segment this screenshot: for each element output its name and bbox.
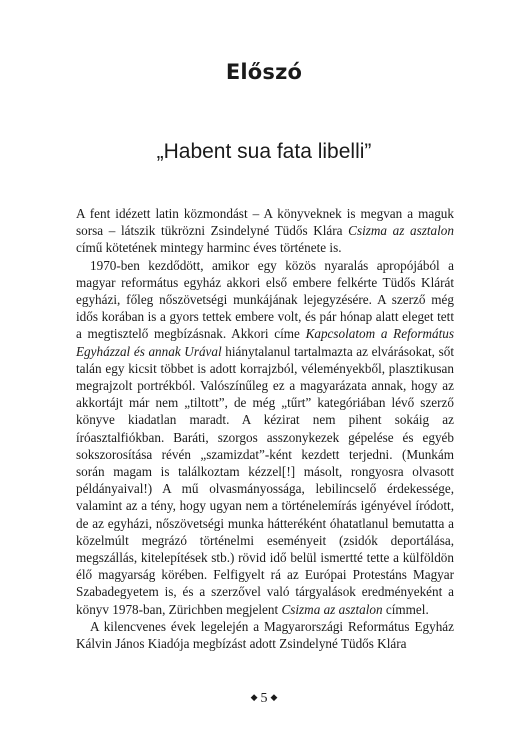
- italic-title: Csizma az asztalon: [348, 223, 454, 239]
- paragraph-1: [76, 205, 454, 257]
- text-run: A kilencvenes évek legelején a Magyarországi Református Egyház Kálvin János Kiadója megbízást adott Zsindelyné Tüdős Klára: [76, 618, 454, 652]
- text-run: című kötetének mintegy harminc éves története is.: [76, 240, 342, 256]
- chapter-heading: Előszó: [225, 60, 303, 84]
- page-folio: [0, 691, 528, 707]
- body-text: [76, 205, 454, 652]
- page-number: 5: [260, 691, 268, 706]
- italic-title: Csizma az asztalon: [281, 601, 383, 617]
- epigraph-quote: „Habent sua fata libelli”: [156, 140, 372, 163]
- folio-ornament-right: ◆: [270, 692, 278, 702]
- text-run: címmel.: [382, 601, 429, 617]
- paragraph-2: [76, 257, 454, 618]
- italic-title: Kapcsolatom a Református Egyházzal és annak Urával: [76, 326, 454, 359]
- text-run: A fent idézett latin közmondást – A könyveknek is megvan a maguk sorsa – látszik tükrözni Zsindelyné Tüdős Klára: [76, 206, 454, 239]
- folio-ornament-left: ◆: [250, 692, 258, 702]
- text-run: hiánytalanul tartalmazta az elvárásokat, sőt talán egy kicsit többet is adott korrajzból, véleményekből, plasztikusan megrajzolt portrékból. Valószínűleg ez a magyarázata annak, hogy az akkortájt már nem „tiltott”, de még „tűrt” kategóriában lévő szerző könyve kiadatlan maradt. A kézirat nem pihent sokáig az íróasztalfiókban. Baráti, szorgos asszonykezek gépelése és egyéb sokszorosítása révén „szamizdat”-ként kezdett terjedni. (Munkám során magam is találkoztam kézzel[!] másolt, rongyosra olvasott példányaival!) A mű olvasmányossága, lebilincselő érdekessége, valamint az a tény, hogy ugyan nem a történelemírás igényével íródott, de az egyházi, nőszövetségi munka hátteréként óhatatlanul bemutatta a közelmúlt megrázó történelmi eseményeit (zsidók deportálása, megszállás, kitelepítések stb.) rövid idő belül ismertté tette a külföldön élő magyarság körében. Felfigyelt rá az Európai Protestáns Magyar Szabadegyetem is, és a szerzővel való tárgyalások eredményeként a könyv 1978-ban, Zürichben megjelent: [76, 343, 454, 617]
- text-run: 1970-ben kezdődött, amikor egy közös nyaralás apropójából a magyar református egyház akkori első embere felkérte Tüdős Klárát egyházi, főleg nőszövetségi munkájának lejegyzésére. A szerző még idős korában is a gyors tettek embere volt, és pár hónap alatt eleget tett a megtisztelő megbízásnak. Akkori címe: [76, 257, 454, 342]
- paragraph-3: [76, 618, 454, 652]
